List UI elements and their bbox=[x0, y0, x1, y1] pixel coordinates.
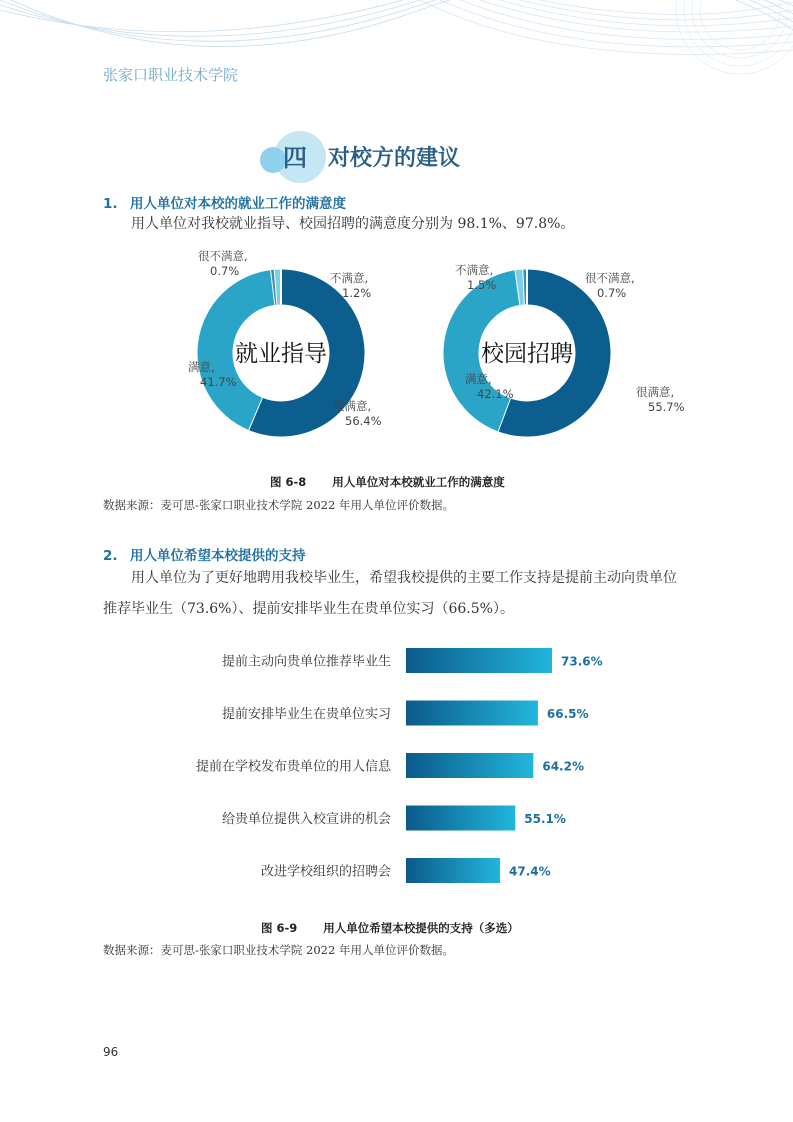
section-2-title: 用人单位希望本校提供的支持 bbox=[130, 548, 306, 564]
donut-2-label-2: 满意, 42.1% bbox=[465, 372, 514, 401]
donut-1-label-4: 不满意, 1.2% bbox=[330, 271, 372, 300]
donut-2-center-label: 校园招聘 bbox=[481, 341, 573, 367]
satisfaction-donut-charts bbox=[0, 240, 793, 460]
section-2-text-line2: 推荐毕业生（73.6%）、提前安排毕业生在贵单位实习（66.5%）。 bbox=[103, 601, 514, 617]
section-1-text: 用人单位对我校就业指导、校园招聘的满意度分别为 98.1%、97.8%。 bbox=[131, 216, 575, 232]
bar-4-category-label: 给贵单位提供入校宣讲的机会 bbox=[221, 812, 391, 827]
figure-2-number: 图 6-9 bbox=[261, 921, 298, 935]
section-1-number: 1. bbox=[103, 196, 118, 212]
section-2-text-line1: 用人单位为了更好地聘用我校毕业生，希望我校提供的主要工作支持是提前主动向贵单位 bbox=[131, 570, 677, 586]
bar-1 bbox=[406, 648, 552, 673]
chapter-title: 对校方的建议 bbox=[328, 146, 461, 171]
donut-2-label-3: 不满意, 1.5% bbox=[455, 263, 497, 292]
section-2-heading bbox=[103, 544, 306, 564]
figure-1-number: 图 6-8 bbox=[270, 475, 307, 489]
donut-2-label-4: 很不满意, 0.7% bbox=[585, 271, 635, 300]
bar-2-category-label: 提前安排毕业生在贵单位实习 bbox=[221, 707, 391, 722]
bar-3-value-label: 64.2% bbox=[542, 759, 584, 774]
bar-1-category-label: 提前主动向贵单位推荐毕业生 bbox=[221, 654, 391, 670]
section-2-paragraph bbox=[103, 563, 693, 625]
bar-5-value-label: 47.4% bbox=[509, 864, 551, 879]
donut-1-label-2: 满意, 41.7% bbox=[188, 360, 237, 389]
donut-1-center-label: 就业指导 bbox=[235, 341, 327, 367]
bar-5-category-label: 改进学校组织的招聘会 bbox=[260, 864, 391, 880]
school-name: 张家口职业技术学院 bbox=[103, 66, 239, 84]
support-bar-chart bbox=[0, 636, 793, 896]
bar-3-category-label: 提前在学校发布贵单位的用人信息 bbox=[195, 759, 391, 775]
bar-5 bbox=[406, 858, 500, 883]
figure-1-caption bbox=[270, 474, 505, 490]
bar-1-value-label: 73.6% bbox=[561, 654, 603, 669]
bar-4-value-label: 55.1% bbox=[524, 812, 566, 826]
bar-4 bbox=[406, 806, 515, 831]
figure-2-title: 用人单位希望本校提供的支持（多选） bbox=[323, 921, 519, 935]
bar-3 bbox=[406, 753, 533, 778]
section-1-title: 用人单位对本校的就业工作的满意度 bbox=[130, 196, 346, 212]
figure-1-title: 用人单位对本校就业工作的满意度 bbox=[332, 475, 505, 489]
section-1-paragraph bbox=[103, 209, 693, 240]
bar-2-value-label: 66.5% bbox=[546, 707, 589, 721]
donut-1-label-1: 很满意, 56.4% bbox=[333, 399, 382, 428]
figure-1-source: 数据来源：麦可思-张家口职业技术学院 2022 年用人单位评价数据。 bbox=[103, 498, 454, 512]
chapter-heading bbox=[256, 125, 496, 190]
donut-2-label-1: 很满意, 55.7% bbox=[636, 385, 685, 414]
figure-2-caption bbox=[261, 920, 519, 936]
figure-2-source: 数据来源：麦可思-张家口职业技术学院 2022 年用人单位评价数据。 bbox=[103, 943, 454, 957]
donut-1-label-3: 很不满意, 0.7% bbox=[198, 249, 248, 278]
section-2-number: 2. bbox=[103, 548, 118, 564]
page-number: 96 bbox=[103, 1045, 119, 1059]
chapter-number: 四 bbox=[283, 144, 307, 172]
bar-2 bbox=[406, 701, 538, 726]
